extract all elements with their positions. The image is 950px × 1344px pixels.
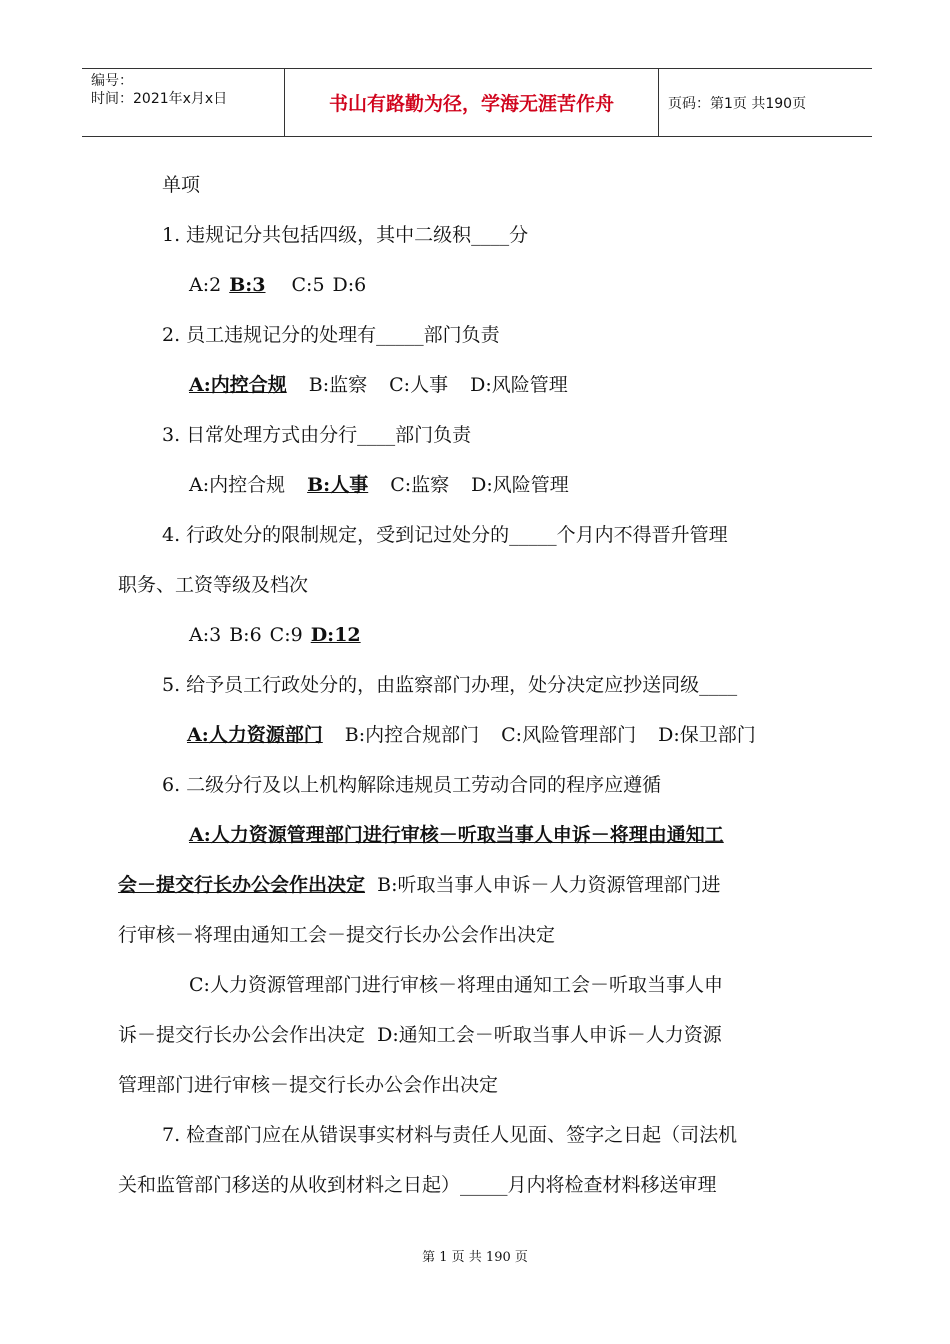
question-6-option-d-cont: 管理部门进行审核－提交行长办公会作出决定 <box>118 1074 499 1096</box>
question-5-options <box>118 710 836 760</box>
option-b: B:6 <box>229 624 262 646</box>
option-c: C:监察 <box>390 474 450 496</box>
question-6-option-c: C:人力资源管理部门进行审核－将理由通知工会－听取当事人申 <box>189 974 723 996</box>
option-d: D:保卫部门 <box>658 724 756 746</box>
question-6-option-a <box>118 810 836 860</box>
header-page-info: 页码：第1页 共190页 <box>668 95 807 112</box>
question-3-stem: 3. 日常处理方式由分行____部门负责 <box>162 424 472 446</box>
option-b: B:内控合规部门 <box>344 724 480 746</box>
page-footer: 第 1 页 共 190 页 <box>422 1250 528 1265</box>
option-c: C:5 <box>291 274 325 296</box>
option-c: C:人事 <box>389 374 449 396</box>
question-6-stem: 6. 二级分行及以上机构解除违规员工劳动合同的程序应遵循 <box>162 774 662 796</box>
question-6-option-a-b <box>118 860 836 910</box>
question-1-options <box>118 260 836 310</box>
section-title: 单项 <box>162 174 201 196</box>
question-4-stem-cont: 职务、工资等级及档次 <box>118 574 309 596</box>
time-label: 时间：2021年x月x日 <box>91 91 228 107</box>
question-1-stem: 1. 违规记分共包括四级，其中二级积____分 <box>162 224 529 246</box>
option-a: A:2 <box>189 274 222 296</box>
question-2-stem: 2. 员工违规记分的处理有_____部门负责 <box>162 324 500 346</box>
answer-option: A:人力资源部门 <box>187 724 323 746</box>
option-a: A:3 <box>189 624 222 646</box>
question-4-options <box>118 610 836 660</box>
document-body <box>118 160 836 1210</box>
answer-option: A:内控合规 <box>189 374 287 396</box>
question-6-option-b-cont: 行审核－将理由通知工会－提交行长办公会作出决定 <box>118 924 556 946</box>
answer-option: A:人力资源管理部门进行审核－听取当事人申诉－将理由通知工 <box>189 824 724 846</box>
question-2-options <box>118 360 836 410</box>
option-c: C:风险管理部门 <box>501 724 637 746</box>
answer-option: B:3 <box>229 274 266 296</box>
question-3-options <box>118 460 836 510</box>
question-6-option-c-d <box>118 1010 836 1060</box>
number-label: 编号： <box>91 73 133 89</box>
question-5-stem: 5. 给予员工行政处分的，由监察部门办理，处分决定应抄送同级____ <box>162 674 738 696</box>
option-d: D:通知工会－听取当事人申诉－人力资源 <box>377 1024 722 1046</box>
answer-option-cont: 会－提交行长办公会作出决定 <box>118 874 366 896</box>
option-c-cont: 诉－提交行长办公会作出决定 <box>118 1024 366 1046</box>
header-meta <box>82 69 284 136</box>
option-b: B:听取当事人申诉－人力资源管理部门进 <box>377 874 721 896</box>
question-4-stem: 4. 行政处分的限制规定，受到记过处分的_____个月内不得晋升管理 <box>162 524 728 546</box>
header-motto: 书山有路勤为径，学海无涯苦作舟 <box>284 69 659 136</box>
option-d: D:风险管理 <box>471 474 569 496</box>
option-c: C:9 <box>269 624 303 646</box>
question-7-stem: 7. 检查部门应在从错误事实材料与责任人见面、签字之日起（司法机 <box>162 1124 738 1146</box>
question-7-stem-cont: 关和监管部门移送的从收到材料之日起）_____月内将检查材料移送审理 <box>118 1174 717 1196</box>
option-d: D:风险管理 <box>470 374 568 396</box>
option-b: B:监察 <box>308 374 368 396</box>
answer-option: B:人事 <box>307 474 369 496</box>
option-a: A:内控合规 <box>189 474 286 496</box>
option-d: D:6 <box>332 274 367 296</box>
answer-option: D:12 <box>310 624 361 646</box>
page-header <box>82 68 872 137</box>
